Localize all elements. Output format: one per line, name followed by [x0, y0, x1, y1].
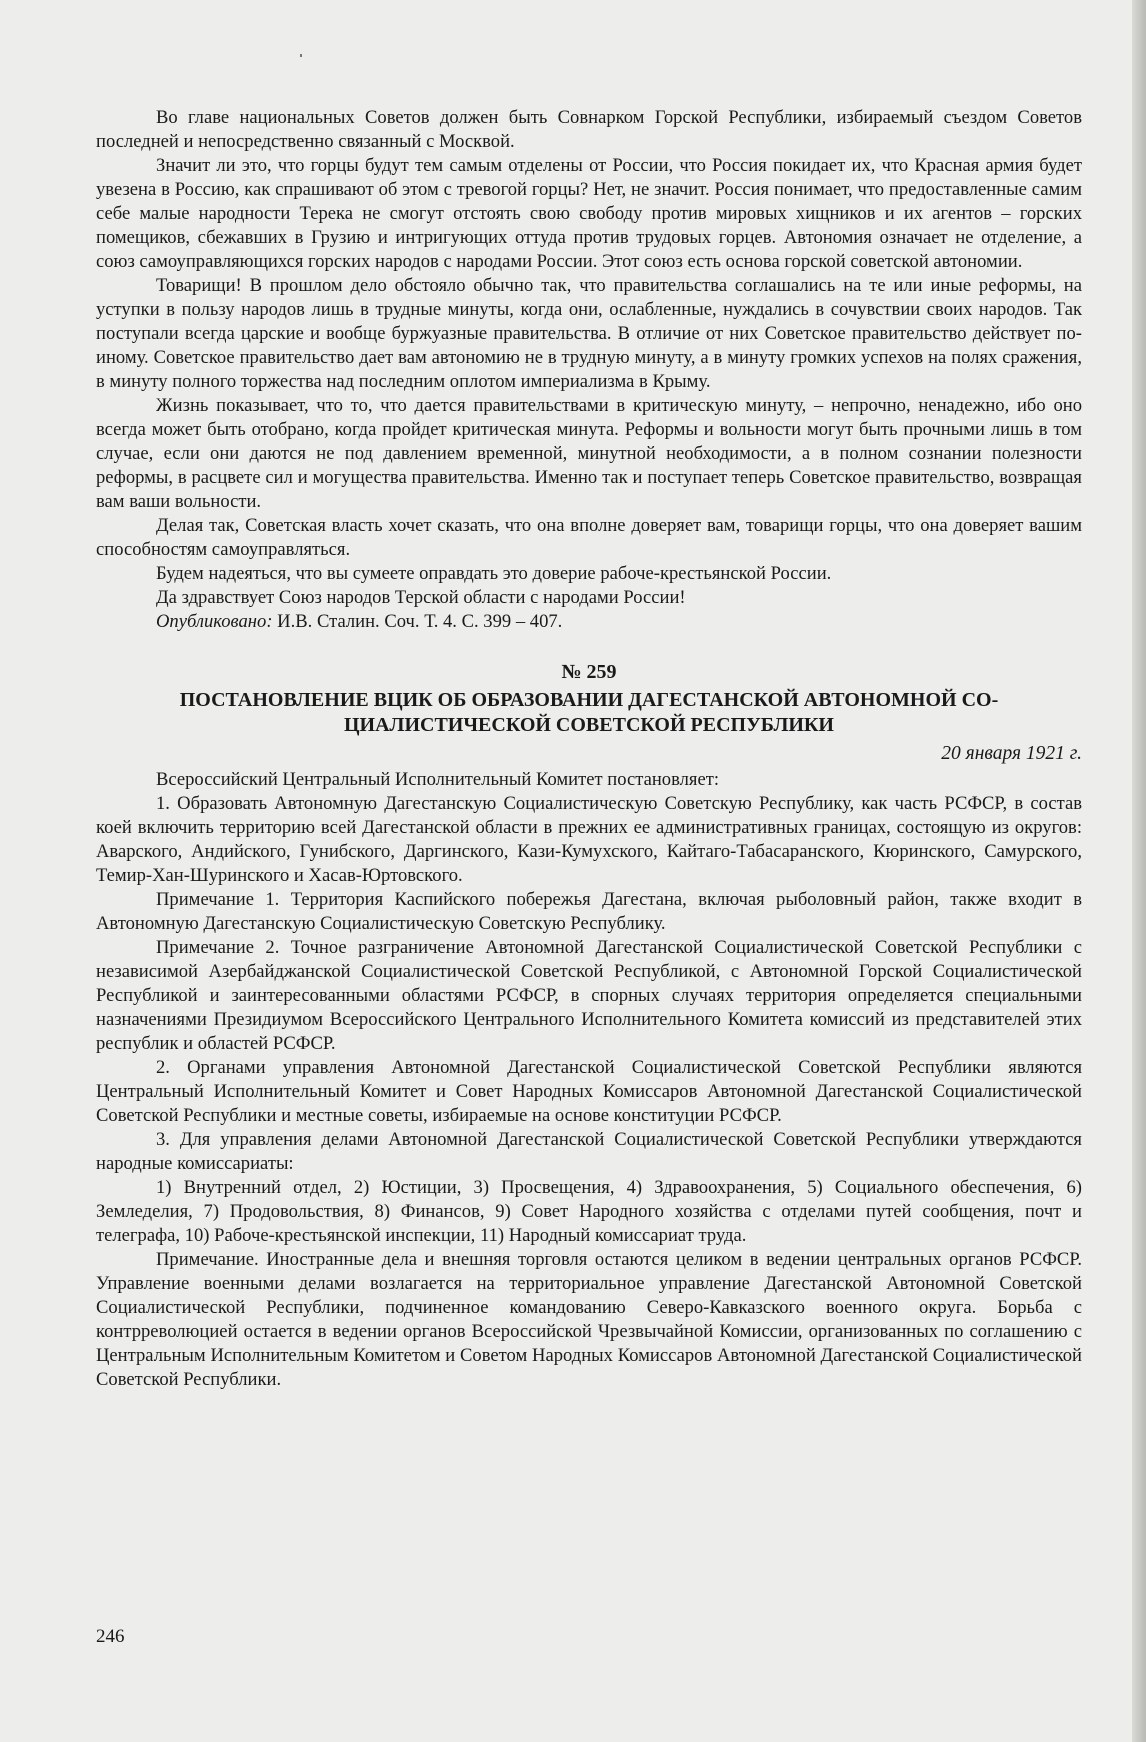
document-title: ПОСТАНОВЛЕНИЕ ВЦИК ОБ ОБРАЗОВАНИИ ДАГЕСТАНСКОЙ АВТОНОМНОЙ СОЦИАЛИСТИЧЕСКОЙ СОВЕТСКОЙ РЕСПУБЛИКИ [179, 689, 999, 736]
paragraph: Делая так, Советская власть хочет сказать, что она вполне доверяет вам, товарищи горцы, что она доверяет вашим способностям самоуправляться. [96, 515, 1082, 560]
document-paragraph: Примечание 2. Точное разграничение Автономной Дагестанской Социалистической Советской Республики с независимой Азербайджанской Социалистической Советской Республикой, с Автономной Горской Социалистической Республикой и заинтересованными областями РСФСР, в спорных случаях территория определяется специальными назначениями Президиумом Всероссийского Центрального Исполнительного Комитета комиссий из представителей этих республик и областей РСФСР. [96, 937, 1082, 1054]
document-date: 20 января 1921 г. [941, 743, 1082, 764]
source-text: И.В. Сталин. Соч. Т. 4. С. 399 – 407. [272, 611, 563, 632]
source-citation [96, 610, 1082, 634]
paragraph: Жизнь показывает, что то, что дается правительствами в критическую минуту, – непрочно, ненадежно, ибо оно всегда может быть отобрано, когда пройдет критическая минута. Реформы и вольности могут быть прочными лишь в том случае, если они даются не под давлением временной, минутной необходимости, а в полном сознании полезности реформы, в расцвете сил и могущества правительства. Именно так и поступает теперь Советское правительство, возвращая вам ваши вольности. [96, 395, 1082, 512]
page-number: 246 [96, 1626, 125, 1647]
paragraph: Значит ли это, что горцы будут тем самым отделены от России, что Россия покидает их, что Красная армия будет увезена в Россию, как спрашивают об этом с тревогой горцы? Нет, не значит. Россия понимает, что предоставленные самим себе малые народности Терека не смогут отстоять свою свободу против мировых хищников и их агентов – горских помещиков, сбежавших в Грузию и интригующих оттуда против трудовых горцев. Автономия означает не отделение, а союз самоуправляющихся горских народов с народами России. Этот союз есть основа горской советской автономии. [96, 155, 1082, 272]
document-paragraph: 1. Образовать Автономную Дагестанскую Социалистическую Советскую Республику, как часть РСФСР, в состав коей включить территорию всей Дагестанской области в прежних ее административных границах, состоящую из округов: Аварского, Андийского, Гунибского, Даргинского, Кази-Кумухского, Кайтаго-Табасаранского, Кюринского, Самурского, Темир-Хан-Шуринского и Хасав-Юртовского. [96, 793, 1082, 886]
page-edge-shadow [1132, 0, 1146, 1742]
document-paragraph: Примечание. Иностранные дела и внешняя торговля остаются целиком в ведении центральных органов РСФСР. Управление военными делами возлагается на территориальное управление Дагестанской Автономной Советской Социалистической Республики, подчиненное командованию Северо-Кавказского военного округа. Борьба с контрреволюцией остается в ведении органов Всероссийской Чрезвычайной Комиссии, организованных по соглашению с Центральным Исполнительным Комитетом и Советом Народных Комиссаров Автономной Дагестанской Социалистической Советской Республики. [96, 1249, 1082, 1390]
source-label: Опубликовано: [156, 611, 273, 632]
document-paragraph: Всероссийский Центральный Исполнительный Комитет постановляет: [156, 769, 719, 790]
paragraph: Во главе национальных Советов должен быть Совнарком Горской Республики, избираемый съездом Советов последней и непосредственно связанный с Москвой. [96, 107, 1082, 152]
document-paragraph: 1) Внутренний отдел, 2) Юстиции, 3) Просвещения, 4) Здравоохранения, 5) Социального обеспечения, 6) Земледелия, 7) Продовольствия, 8) Финансов, 9) Совет Народного хозяйства с отделами путей сообщения, почт и телеграфа, 10) Рабоче-крестьянской инспекции, 11) Народный комиссариат труда. [96, 1177, 1082, 1246]
document-paragraph: 2. Органами управления Автономной Дагестанской Социалистической Советской Республики являются Центральный Исполнительный Комитет и Совет Народных Комиссаров Автономной Дагестанской Социалистической Советской Республики и местные советы, избираемые на основе конституции РСФСР. [96, 1057, 1082, 1126]
document-paragraph: 3. Для управления делами Автономной Дагестанской Социалистической Советской Республики утверждаются народные комиссариаты: [96, 1129, 1082, 1174]
paragraph: Будем надеяться, что вы сумеете оправдать это доверие рабоче-крестьянской России. [156, 563, 832, 584]
page-text [96, 106, 1082, 1392]
document-number: № 259 [561, 661, 617, 683]
paragraph: Товарищи! В прошлом дело обстояло обычно так, что правительства соглашались на те или иные реформы, на уступки в пользу народов лишь в трудные минуты, когда они, ослабленные, нуждались в сочувствии своих народов. Так поступали всегда царские и вообще буржуазные правительства. В отличие от них Советское правительство действует по-иному. Советское правительство дает вам автономию не в трудную минуту, а в минуту громких успехов на полях сражения, в минуту полного торжества над последним оплотом империализма в Крыму. [96, 275, 1082, 392]
document-paragraph: Примечание 1. Территория Каспийского побережья Дагестана, включая рыболовный район, также входит в Автономную Дагестанскую Социалистическую Советскую Республику. [96, 889, 1082, 934]
paragraph: Да здравствует Союз народов Терской области с народами России! [156, 587, 686, 608]
print-speck [300, 54, 302, 57]
